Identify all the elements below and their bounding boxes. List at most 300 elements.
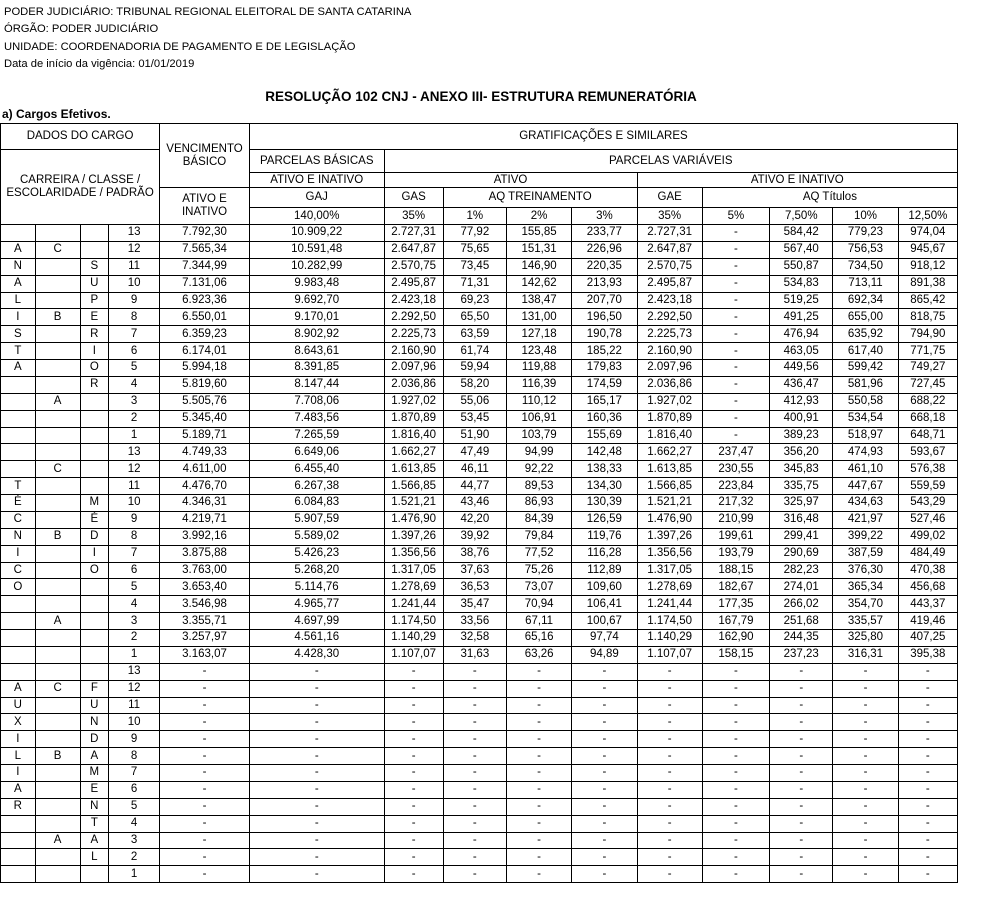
tit-5-cell: - [702,410,769,427]
escolaridade-cell: D [80,731,109,748]
pct-aq-3: 3% [572,208,637,225]
gae-cell: 1.566,85 [637,478,702,495]
padrao-cell: 3 [109,393,160,410]
classe-cell [35,343,80,360]
classe-cell: C [35,680,80,697]
carreira-cell: L [1,748,36,765]
tit-12-5-cell: 771,75 [898,343,957,360]
table-row [1,275,958,292]
aq-2-cell: 146,90 [506,258,571,275]
tit-10-cell: - [833,866,898,883]
tit-12-5-cell: 456,68 [898,579,957,596]
gas-cell: - [384,781,443,798]
gas-cell: 2.727,31 [384,225,443,242]
gas-cell: 1.870,89 [384,410,443,427]
aq-2-cell: - [506,849,571,866]
gaj-cell: 10.909,22 [249,225,384,242]
gae-cell: 1.140,29 [637,630,702,647]
carreira-cell: O [1,579,36,596]
tit-10-cell: 474,93 [833,444,898,461]
padrao-cell: 3 [109,613,160,630]
tit-12-5-cell: 818,75 [898,309,957,326]
vencimento-cell: - [160,798,250,815]
vencimento-cell: 4.219,71 [160,511,250,528]
tit-12-5-cell: - [898,798,957,815]
escolaridade-cell: E [80,309,109,326]
tit-7-5-cell: - [770,798,833,815]
tit-10-cell: 421,97 [833,511,898,528]
aq-2-cell: 103,79 [506,427,571,444]
gas-cell: 1.662,27 [384,444,443,461]
aq-3-cell: - [572,849,637,866]
padrao-cell: 5 [109,360,160,377]
aq-3-cell: - [572,815,637,832]
tit-7-5-cell: 299,41 [770,528,833,545]
vencimento-cell: 5.345,40 [160,410,250,427]
aq-3-cell: 165,17 [572,393,637,410]
tit-5-cell: - [702,697,769,714]
padrao-cell: 8 [109,748,160,765]
tit-10-cell: 692,34 [833,292,898,309]
gaj-cell: 10.591,48 [249,241,384,258]
vencimento-cell: - [160,832,250,849]
tit-10-cell: - [833,781,898,798]
padrao-cell: 4 [109,596,160,613]
pct-gas: 35% [384,208,443,225]
padrao-cell: 3 [109,832,160,849]
gas-cell: - [384,748,443,765]
gae-cell: - [637,832,702,849]
classe-cell [35,663,80,680]
aq-1-cell: 53,45 [443,410,506,427]
aq-2-cell: 84,39 [506,511,571,528]
vencimento-cell: 7.792,30 [160,225,250,242]
gae-cell: - [637,866,702,883]
tit-7-5-cell: 345,83 [770,461,833,478]
tit-7-5-cell: 436,47 [770,376,833,393]
aq-2-cell: 89,53 [506,478,571,495]
escolaridade-cell [80,596,109,613]
gaj-cell: 7.708,06 [249,393,384,410]
tit-7-5-cell: - [770,680,833,697]
padrao-cell: 2 [109,849,160,866]
gae-cell: 2.495,87 [637,275,702,292]
aq-1-cell: - [443,765,506,782]
aq-1-cell: - [443,798,506,815]
escolaridade-cell: T [80,815,109,832]
aq-1-cell: 73,45 [443,258,506,275]
tit-7-5-cell: 463,05 [770,343,833,360]
document-header [4,4,411,74]
tit-10-cell: - [833,748,898,765]
padrao-cell: 1 [109,866,160,883]
vencimento-cell: - [160,697,250,714]
tit-10-cell: - [833,731,898,748]
tit-10-cell: - [833,849,898,866]
gaj-cell: 10.282,99 [249,258,384,275]
carreira-cell [1,815,36,832]
aq-1-cell: - [443,866,506,883]
tit-7-5-cell: 412,93 [770,393,833,410]
classe-cell: A [35,613,80,630]
classe-cell [35,360,80,377]
classe-cell [35,511,80,528]
aq-3-cell: 112,89 [572,562,637,579]
vencimento-cell: 6.923,36 [160,292,250,309]
escolaridade-cell: É [80,511,109,528]
tit-5-cell: - [702,275,769,292]
tit-7-5-cell: - [770,748,833,765]
carreira-cell [1,613,36,630]
gas-cell: 1.140,29 [384,630,443,647]
vencimento-cell: 7.344,99 [160,258,250,275]
escolaridade-cell [80,241,109,258]
tit-5-cell: - [702,849,769,866]
classe-cell [35,562,80,579]
classe-cell: B [35,528,80,545]
aq-1-cell: 58,20 [443,376,506,393]
aq-treinamento-header: AQ TREINAMENTO [443,188,637,208]
classe-cell: C [35,461,80,478]
gae-cell: - [637,697,702,714]
tit-12-5-cell: 470,38 [898,562,957,579]
gaj-cell: - [249,815,384,832]
table-row [1,562,958,579]
aq-3-cell: - [572,765,637,782]
aq-1-cell: 46,11 [443,461,506,478]
gae-cell: 2.292,50 [637,309,702,326]
tit-10-cell: - [833,697,898,714]
classe-cell [35,781,80,798]
tit-7-5-cell: 389,23 [770,427,833,444]
tit-12-5-cell: 688,22 [898,393,957,410]
padrao-cell: 9 [109,731,160,748]
gae-cell: - [637,731,702,748]
padrao-cell: 10 [109,714,160,731]
aq-1-cell: 35,47 [443,596,506,613]
aq-1-cell: 32,58 [443,630,506,647]
header-line-poder: PODER JUDICIÁRIO: TRIBUNAL REGIONAL ELEITORAL DE SANTA CATARINA [4,6,412,18]
aq-2-cell: 110,12 [506,393,571,410]
gaj-cell: 8.902,92 [249,326,384,343]
classe-cell [35,731,80,748]
padrao-cell: 5 [109,798,160,815]
gae-cell: - [637,815,702,832]
aq-3-cell: 138,33 [572,461,637,478]
tit-7-5-cell: 491,25 [770,309,833,326]
table-row [1,697,958,714]
aq-2-cell: 70,94 [506,596,571,613]
padrao-cell: 8 [109,309,160,326]
ativo-header: ATIVO [384,173,637,188]
aq-2-cell: - [506,866,571,883]
gaj-cell: - [249,849,384,866]
tit-10-cell: 655,00 [833,309,898,326]
aq-2-cell: - [506,697,571,714]
classe-cell [35,376,80,393]
tit-5-cell: - [702,427,769,444]
tit-7-5-cell: - [770,815,833,832]
classe-cell [35,444,80,461]
table-row [1,292,958,309]
tit-7-5-cell: - [770,697,833,714]
escolaridade-cell [80,579,109,596]
tit-5-cell: - [702,714,769,731]
gas-cell: 1.566,85 [384,478,443,495]
escolaridade-cell: I [80,545,109,562]
table-row [1,326,958,343]
table-row [1,663,958,680]
classe-cell: B [35,748,80,765]
escolaridade-cell: R [80,326,109,343]
escolaridade-cell [80,393,109,410]
gas-cell: - [384,815,443,832]
tit-12-5-cell: - [898,866,957,883]
padrao-cell: 12 [109,461,160,478]
tit-7-5-cell: 519,25 [770,292,833,309]
aq-2-cell: - [506,663,571,680]
classe-cell [35,798,80,815]
gas-cell: 2.423,18 [384,292,443,309]
tit-12-5-cell: 443,37 [898,596,957,613]
section-title: a) Cargos Efetivos. [2,107,111,121]
aq-3-cell: 185,22 [572,343,637,360]
gas-cell: 2.647,87 [384,241,443,258]
escolaridade-cell: R [80,376,109,393]
escolaridade-cell: I [80,343,109,360]
table-row [1,545,958,562]
tit-12-5-cell: 945,67 [898,241,957,258]
gaj-cell: - [249,748,384,765]
tit-5-cell: - [702,241,769,258]
classe-cell [35,579,80,596]
tit-10-cell: 376,30 [833,562,898,579]
gaj-cell: - [249,731,384,748]
carreira-cell: S [1,326,36,343]
tit-5-cell: - [702,225,769,242]
gas-cell: 2.570,75 [384,258,443,275]
gae-cell: 1.521,21 [637,495,702,512]
table-row [1,798,958,815]
gaj-cell: 4.561,16 [249,630,384,647]
gae-cell: 1.927,02 [637,393,702,410]
table-row [1,832,958,849]
carreira-classe-header: CARREIRA / CLASSE / ESCOLARIDADE / PADRÃO [1,150,160,225]
padrao-cell: 4 [109,815,160,832]
tit-7-5-cell: 567,40 [770,241,833,258]
escolaridade-cell: E [80,781,109,798]
aq-3-cell: - [572,731,637,748]
tit-5-cell: 237,47 [702,444,769,461]
ativo-inativo-venc-header: ATIVO E INATIVO [160,188,250,225]
tit-7-5-cell: 550,87 [770,258,833,275]
table-row [1,225,958,242]
table-row [1,765,958,782]
escolaridade-cell [80,225,109,242]
vencimento-cell: 4.346,31 [160,495,250,512]
tit-10-cell: - [833,765,898,782]
padrao-cell: 5 [109,579,160,596]
tit-7-5-cell: - [770,781,833,798]
tit-10-cell: 365,34 [833,579,898,596]
tit-12-5-cell: 794,90 [898,326,957,343]
padrao-cell: 8 [109,528,160,545]
aq-2-cell: - [506,748,571,765]
gaj-cell: 5.907,59 [249,511,384,528]
classe-cell [35,292,80,309]
classe-cell [35,545,80,562]
tit-12-5-cell: 499,02 [898,528,957,545]
tit-10-cell: 461,10 [833,461,898,478]
ativo-inativo-variaveis-header: ATIVO E INATIVO [637,173,957,188]
aq-2-cell: 94,99 [506,444,571,461]
aq-1-cell: 75,65 [443,241,506,258]
aq-1-cell: 36,53 [443,579,506,596]
aq-3-cell: 233,77 [572,225,637,242]
tit-5-cell: - [702,748,769,765]
carreira-cell: T [1,343,36,360]
gae-cell: 2.423,18 [637,292,702,309]
table-row [1,630,958,647]
gae-cell: 1.613,85 [637,461,702,478]
tit-7-5-cell: - [770,731,833,748]
vencimento-cell: 7.565,34 [160,241,250,258]
gas-cell: 2.097,96 [384,360,443,377]
aq-1-cell: 69,23 [443,292,506,309]
gaj-cell: 6.084,83 [249,495,384,512]
aq-1-cell: - [443,748,506,765]
padrao-cell: 1 [109,427,160,444]
carreira-cell: C [1,562,36,579]
tit-7-5-cell: 325,97 [770,495,833,512]
gae-cell: 1.174,50 [637,613,702,630]
padrao-cell: 7 [109,765,160,782]
aq-1-cell: 44,77 [443,478,506,495]
aq-1-cell: 37,63 [443,562,506,579]
tit-12-5-cell: 543,29 [898,495,957,512]
aq-3-cell: 207,70 [572,292,637,309]
tit-7-5-cell: 266,02 [770,596,833,613]
gae-cell: - [637,748,702,765]
tit-7-5-cell: 356,20 [770,444,833,461]
aq-3-cell: 97,74 [572,630,637,647]
tit-5-cell: - [702,765,769,782]
gas-cell: 1.927,02 [384,393,443,410]
carreira-cell: A [1,241,36,258]
ativo-inativo-basicas-header: ATIVO E INATIVO [249,173,384,188]
gas-cell: 1.613,85 [384,461,443,478]
aq-2-cell: 131,00 [506,309,571,326]
tit-7-5-cell: 316,48 [770,511,833,528]
aq-1-cell: - [443,663,506,680]
tit-5-cell: - [702,832,769,849]
carreira-cell: I [1,765,36,782]
gratificacoes-header: GRATIFICAÇÕES E SIMILARES [249,124,957,150]
tit-12-5-cell: 865,42 [898,292,957,309]
vencimento-cell: 7.131,06 [160,275,250,292]
aq-2-cell: 77,52 [506,545,571,562]
carreira-cell [1,393,36,410]
tit-12-5-cell: 576,38 [898,461,957,478]
table-row [1,714,958,731]
vencimento-cell: 4.611,00 [160,461,250,478]
table-row [1,748,958,765]
tit-5-cell: - [702,360,769,377]
aq-3-cell: 213,93 [572,275,637,292]
tit-12-5-cell: 891,38 [898,275,957,292]
gae-cell: 1.870,89 [637,410,702,427]
header-line-unidade: UNIDADE: COORDENADORIA DE PAGAMENTO E DE LEGISLAÇÃO [4,40,356,53]
tit-10-cell: 599,42 [833,360,898,377]
escolaridade-cell: U [80,697,109,714]
escolaridade-cell [80,866,109,883]
gae-cell: 2.570,75 [637,258,702,275]
aq-1-cell: - [443,815,506,832]
gae-cell: 1.107,07 [637,646,702,663]
gas-cell: - [384,765,443,782]
aq-3-cell: - [572,832,637,849]
gas-cell: 2.036,86 [384,376,443,393]
tit-7-5-cell: 584,42 [770,225,833,242]
carreira-cell: I [1,731,36,748]
tit-12-5-cell: - [898,680,957,697]
aq-2-cell: 151,31 [506,241,571,258]
carreira-cell [1,410,36,427]
carreira-cell: N [1,258,36,275]
gas-cell: 1.317,05 [384,562,443,579]
tit-5-cell: - [702,393,769,410]
table-row [1,596,958,613]
gae-cell: 1.278,69 [637,579,702,596]
aq-3-cell: 100,67 [572,613,637,630]
gae-cell: 1.816,40 [637,427,702,444]
classe-cell [35,630,80,647]
aq-3-cell: 196,50 [572,309,637,326]
table-row [1,613,958,630]
vencimento-cell: 4.749,33 [160,444,250,461]
aq-2-cell: - [506,680,571,697]
padrao-cell: 2 [109,630,160,647]
table-row [1,360,958,377]
tit-10-cell: 635,92 [833,326,898,343]
carreira-cell: T [1,478,36,495]
vencimento-cell: 3.355,71 [160,613,250,630]
gas-cell: - [384,798,443,815]
aq-3-cell: - [572,781,637,798]
classe-cell [35,495,80,512]
tit-5-cell: 162,90 [702,630,769,647]
escolaridade-cell [80,646,109,663]
aq-2-cell: 63,26 [506,646,571,663]
tit-12-5-cell: 527,46 [898,511,957,528]
classe-cell [35,410,80,427]
classe-cell [35,849,80,866]
aq-1-cell: - [443,849,506,866]
vencimento-cell: - [160,680,250,697]
aq-2-cell: 79,84 [506,528,571,545]
tit-7-5-cell: 476,94 [770,326,833,343]
pct-aq-1: 1% [443,208,506,225]
table-row [1,781,958,798]
tit-5-cell: 230,55 [702,461,769,478]
vencimento-cell: 3.546,98 [160,596,250,613]
aq-2-cell: 116,39 [506,376,571,393]
aq-2-cell: - [506,765,571,782]
vencimento-cell: - [160,815,250,832]
aq-2-cell: - [506,781,571,798]
tit-10-cell: - [833,798,898,815]
gae-cell: 1.662,27 [637,444,702,461]
